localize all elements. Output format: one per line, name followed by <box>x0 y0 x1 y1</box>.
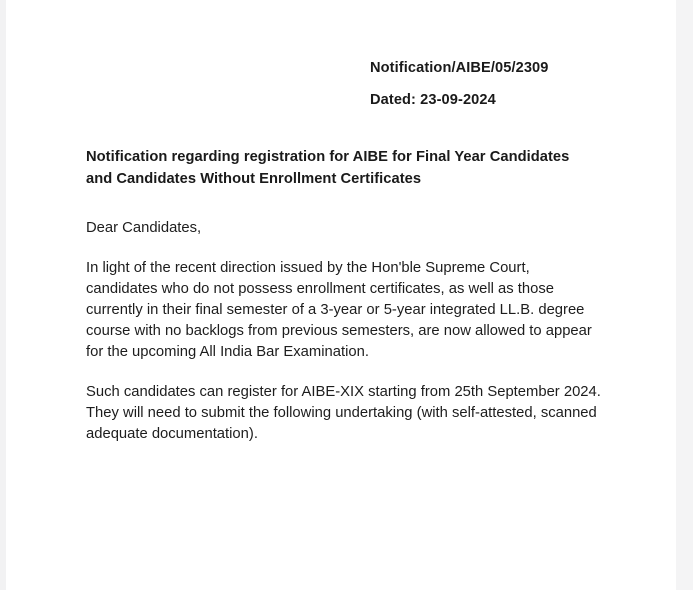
page-content-area <box>6 0 676 590</box>
body-paragraph-1: In light of the recent direction issued by the Hon'ble Supreme Court, candidates who do not possess enrollment certificates, as well as those currently in their final semester of a 3-year or 5-year integrated LL.B. degree course with no backlogs from previous semesters, are now allowed to appear for the upcoming All India Bar Examination. <box>86 260 592 360</box>
body-paragraph-2: Such candidates can register for AIBE-XIX starting from 25th September 2024. They will need to submit the following undertaking (with self-attested, scanned adequate documentation). <box>86 384 601 442</box>
document-title: Notification regarding registration for AIBE for Final Year Candidates and Candidates Without Enrollment Certificates <box>86 149 570 188</box>
salutation: Dear Candidates, <box>86 220 202 236</box>
notification-reference-number: Notification/AIBE/05/2309 <box>370 60 549 76</box>
notification-date: Dated: 23-09-2024 <box>370 92 496 109</box>
document-page <box>6 0 676 590</box>
document-header <box>370 58 660 112</box>
page-gutter-right <box>676 0 693 590</box>
document-body <box>86 218 602 445</box>
